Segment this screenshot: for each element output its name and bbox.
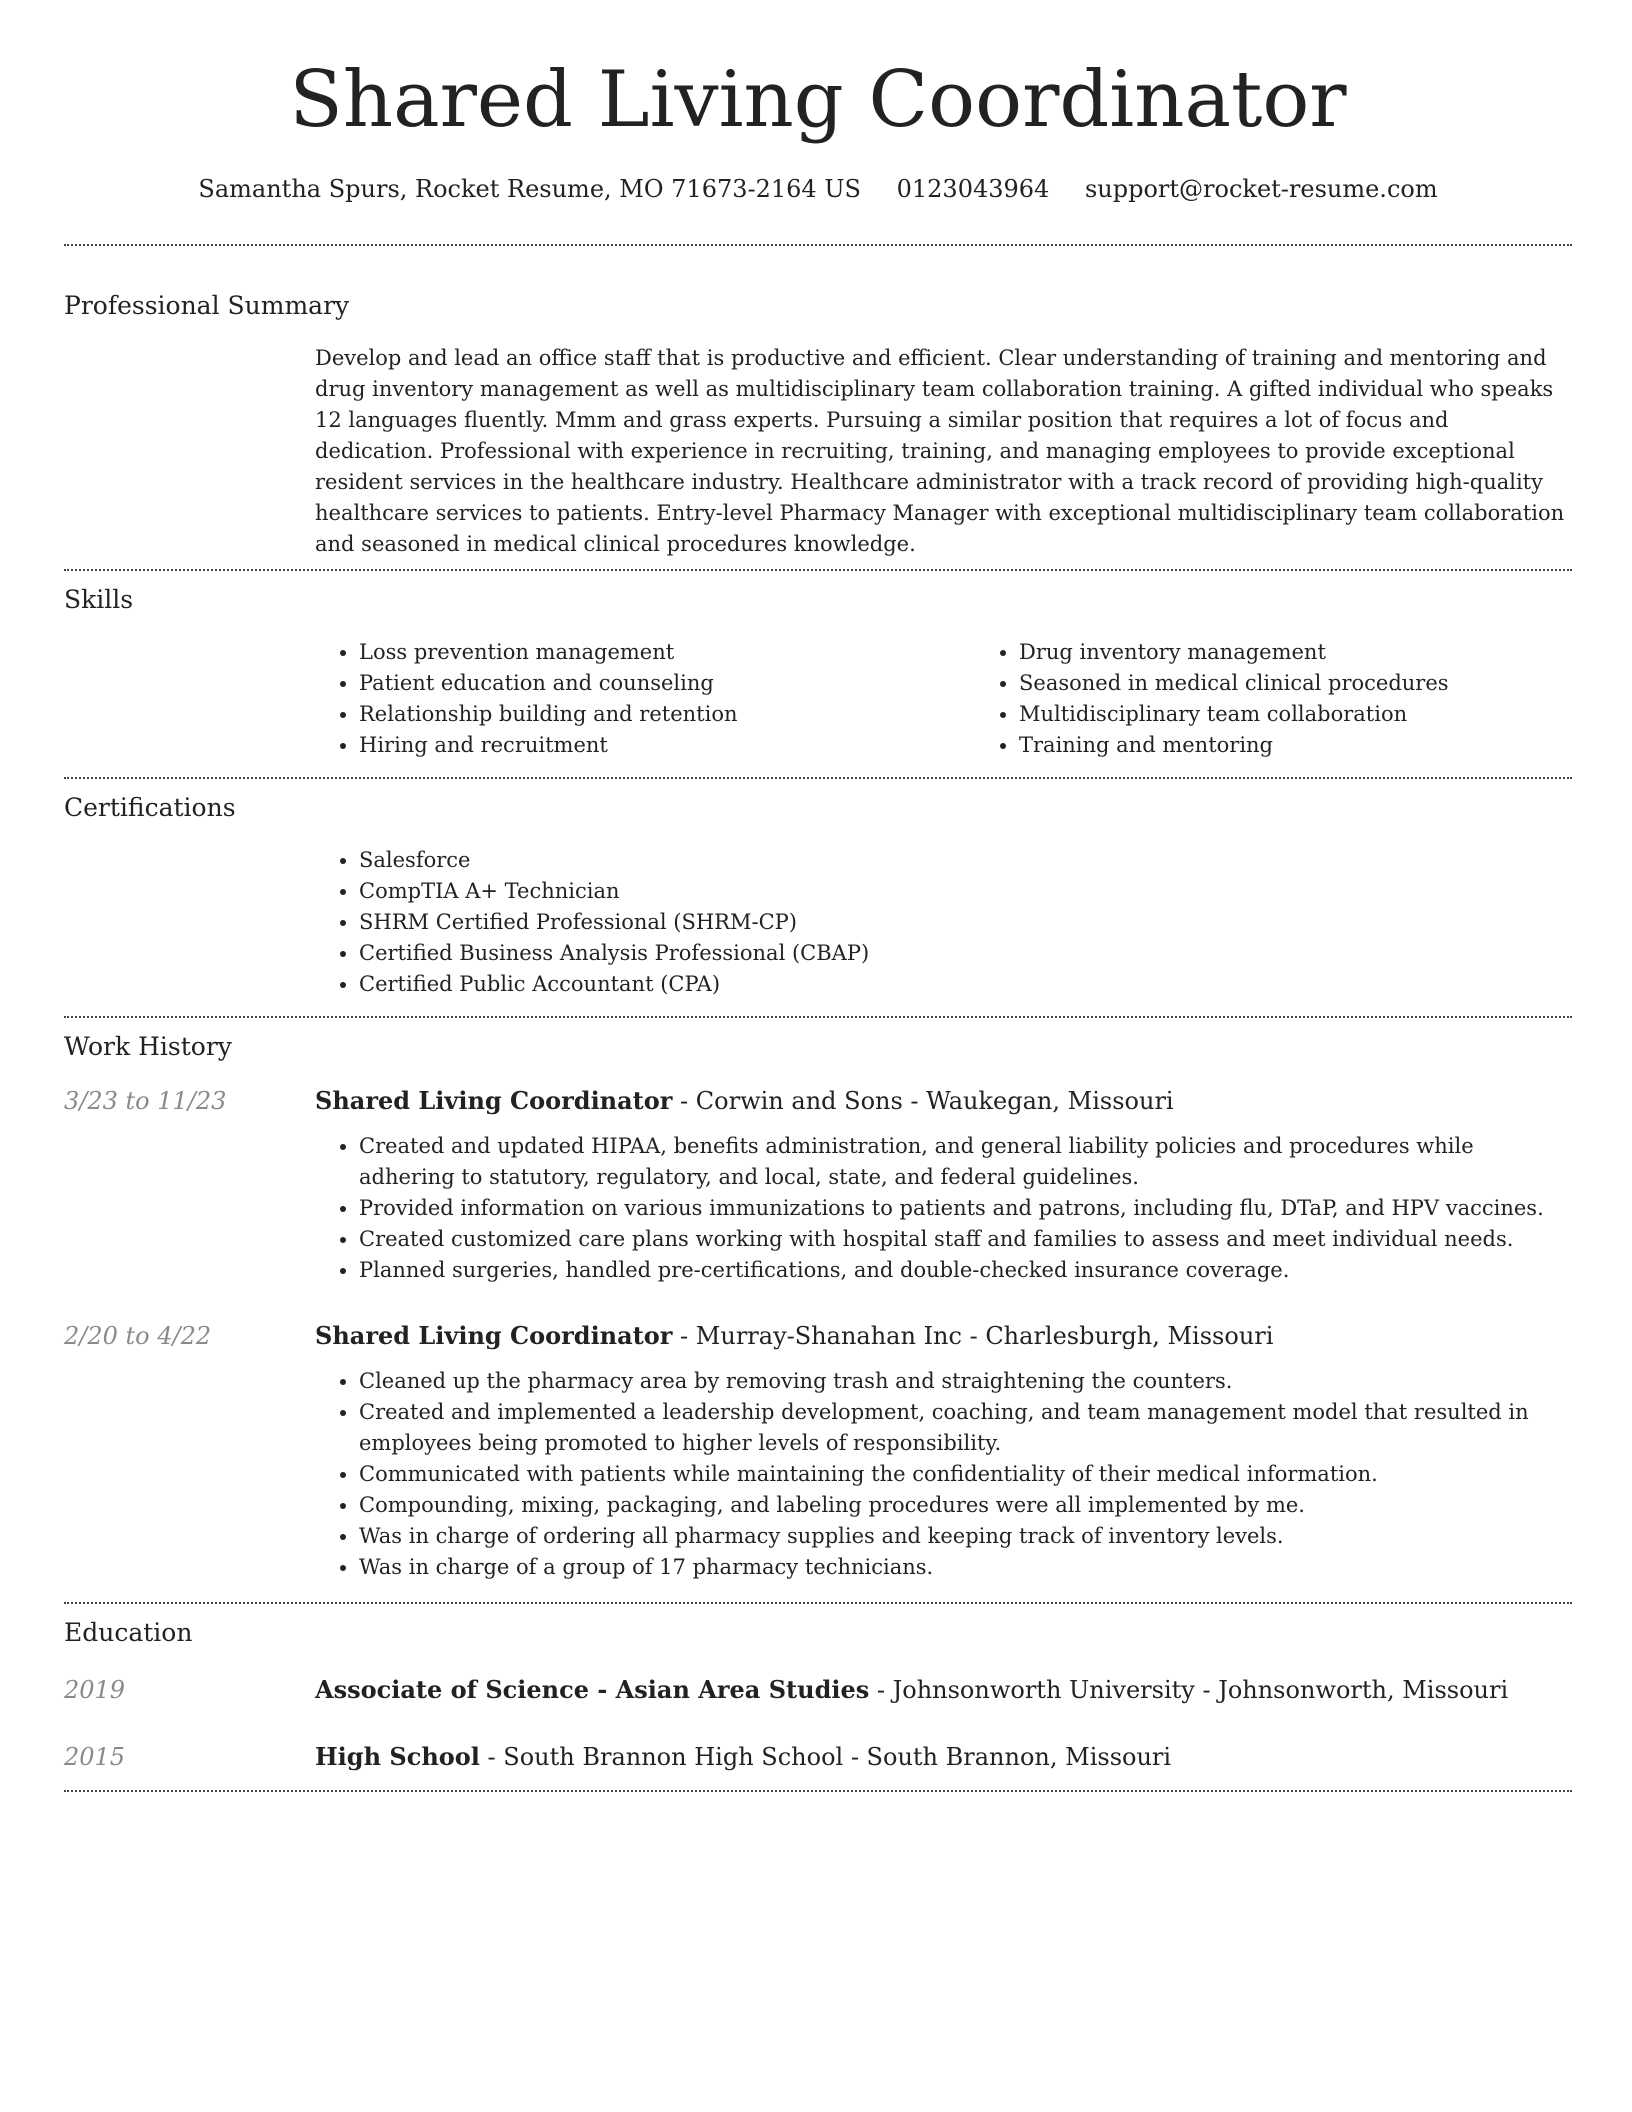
- skill-item: • Multidisciplinary team collaboration: [1019, 699, 1632, 730]
- job-employer: - Murray-Shanahan Inc - Charlesburgh, Missouri: [672, 1322, 1274, 1350]
- education-heading: [315, 1740, 1572, 1774]
- job-bullets: [315, 1131, 1572, 1286]
- education-degree: Associate of Science - Asian Area Studies: [315, 1675, 870, 1704]
- skill-item: • Patient education and counseling: [359, 668, 975, 699]
- skills-section: [64, 583, 1572, 761]
- skill-item: • Drug inventory management: [1019, 637, 1632, 668]
- section-title-education: Education: [64, 1618, 193, 1647]
- job-duties: [315, 1366, 1572, 1583]
- skill-item: • Loss prevention management: [359, 637, 975, 668]
- job-bullet: • Created and updated HIPAA, benefits administration, and general liability policies and procedures while adhering to statutory, regulatory, and local, state, and federal guidelines.: [359, 1131, 1572, 1193]
- education-school: - Johnsonworth University - Johnsonworth, Missouri: [869, 1676, 1509, 1704]
- certification-item: • Certified Business Analysis Professional (CBAP): [359, 938, 1572, 969]
- job-title: Shared Living Coordinator: [315, 1086, 673, 1115]
- contact-phone: 0123043964: [896, 175, 1050, 203]
- resume-title: Shared Living Coordinator: [289, 55, 1347, 145]
- skill-item: • Seasoned in medical clinical procedures: [1019, 668, 1632, 699]
- education-year: 2019: [64, 1676, 126, 1704]
- section-title-summary: Professional Summary: [64, 291, 350, 320]
- divider: [64, 1602, 1572, 1604]
- job-bullet: • Compounding, mixing, packaging, and labeling procedures were all implemented by me.: [359, 1490, 1572, 1521]
- job-entry: [64, 1319, 1572, 1583]
- work-history-section: [64, 1030, 1572, 1583]
- certifications-section: [64, 791, 1572, 1000]
- skills-list: [315, 637, 1572, 761]
- job-heading: [315, 1084, 1572, 1118]
- section-title-work: Work History: [64, 1032, 232, 1061]
- job-bullet: • Created and implemented a leadership development, coaching, and team management model that resulted in employees being promoted to higher levels of responsibility.: [359, 1397, 1572, 1459]
- contact-line: [64, 172, 1572, 206]
- education-section: [64, 1616, 1572, 1774]
- education-entry: [64, 1740, 1572, 1774]
- job-bullets: [315, 1366, 1572, 1583]
- education-heading: [315, 1673, 1572, 1707]
- certification-item: • SHRM Certified Professional (SHRM-CP): [359, 907, 1572, 938]
- job-bullet: • Provided information on various immunizations to patients and patrons, including flu, DTaP, and HPV vaccines.: [359, 1193, 1572, 1224]
- divider: [64, 244, 1572, 246]
- job-entry: [64, 1084, 1572, 1286]
- job-duties: [315, 1131, 1572, 1286]
- certifications-list: [315, 845, 1572, 1000]
- section-title-certifications: Certifications: [64, 793, 236, 822]
- job-title: Shared Living Coordinator: [315, 1321, 673, 1350]
- resume-header: [64, 0, 1572, 206]
- resume-page: [64, 0, 1572, 1792]
- education-school: - South Brannon High School - South Brannon, Missouri: [479, 1743, 1172, 1771]
- summary-text: Develop and lead an office staff that is productive and efficient. Clear understanding of training and mentoring and drug inventory management as well as multidisciplinary team collaboration training. A gifted individual who speaks 12 languages fluently. Mmm and grass experts. Pursuing a similar position that requires a lot of focus and dedication. Professional with experience in recruiting, training, and managing employees to provide exceptional resident services in the healthcare industry. Healthcare administrator with a track record of providing high-quality healthcare services to patients. Entry-level Pharmacy Manager with exceptional multidisciplinary team collaboration and seasoned in medical clinical procedures knowledge.: [315, 346, 1565, 556]
- divider: [64, 569, 1572, 571]
- skills-column-left: [315, 637, 975, 761]
- skill-item: • Relationship building and retention: [359, 699, 975, 730]
- job-dates: 3/23 to 11/23: [64, 1087, 227, 1115]
- certification-item: • Certified Public Accountant (CPA): [359, 969, 1572, 1000]
- job-employer: - Corwin and Sons - Waukegan, Missouri: [672, 1087, 1174, 1115]
- job-bullet: • Was in charge of a group of 17 pharmacy technicians.: [359, 1552, 1572, 1583]
- contact-address: Samantha Spurs, Rocket Resume, MO 71673-2164 US: [198, 175, 861, 203]
- skill-item: • Training and mentoring: [1019, 730, 1632, 761]
- job-bullet: • Was in charge of ordering all pharmacy supplies and keeping track of inventory levels.: [359, 1521, 1572, 1552]
- divider: [64, 1016, 1572, 1018]
- summary-section: [64, 289, 1572, 560]
- section-title-skills: Skills: [64, 585, 134, 614]
- divider: [64, 1790, 1572, 1792]
- certification-item: • CompTIA A+ Technician: [359, 876, 1572, 907]
- job-heading: [315, 1319, 1572, 1353]
- education-entry: [64, 1673, 1572, 1707]
- skill-item: • Hiring and recruitment: [359, 730, 975, 761]
- education-year: 2015: [64, 1743, 126, 1771]
- divider: [64, 777, 1572, 779]
- certification-item: • Salesforce: [359, 845, 1572, 876]
- job-bullet: • Created customized care plans working with hospital staff and families to assess and meet individual needs.: [359, 1224, 1572, 1255]
- education-degree: High School: [315, 1742, 480, 1771]
- job-dates: 2/20 to 4/22: [64, 1322, 212, 1350]
- job-bullet: • Cleaned up the pharmacy area by removing trash and straightening the counters.: [359, 1366, 1572, 1397]
- contact-email: support@rocket-resume.com: [1084, 175, 1438, 203]
- summary-content: [315, 343, 1572, 560]
- job-bullet: • Communicated with patients while maintaining the confidentiality of their medical information.: [359, 1459, 1572, 1490]
- skills-column-right: [975, 637, 1632, 761]
- job-bullet: • Planned surgeries, handled pre-certifications, and double-checked insurance coverage.: [359, 1255, 1572, 1286]
- certifications-content: [315, 845, 1572, 1000]
